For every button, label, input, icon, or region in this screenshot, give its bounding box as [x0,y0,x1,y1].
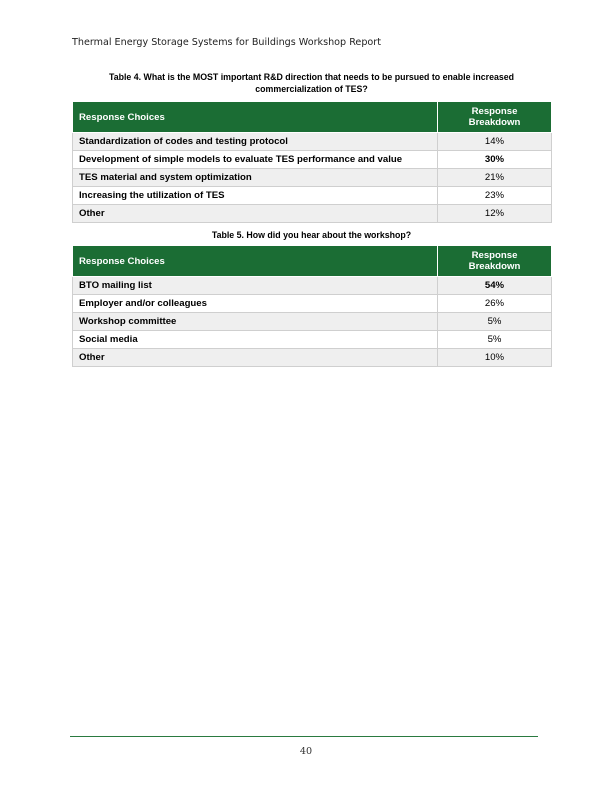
table5-col-breakdown-line1: Response [471,249,518,261]
table5 [72,245,552,367]
response-breakdown: 54% [438,277,552,295]
response-breakdown: 5% [438,313,552,331]
response-breakdown: 14% [438,133,552,151]
table4-col-choice: Response Choices [73,102,438,133]
response-breakdown: 12% [438,205,552,223]
response-choice: Other [73,349,438,367]
response-breakdown: 21% [438,169,552,187]
table5-header-row [73,246,552,277]
response-choice: Workshop committee [73,313,438,331]
table4-header-row [73,102,552,133]
running-header: Thermal Energy Storage Systems for Buildings Workshop Report [72,37,381,48]
table-row [73,295,552,313]
table4-col-breakdown [438,102,552,133]
response-breakdown: 30% [438,151,552,169]
response-choice: Employer and/or colleagues [73,295,438,313]
response-breakdown: 23% [438,187,552,205]
table-row [73,313,552,331]
table4 [72,101,552,223]
table4-caption-line2: commercialization of TES? [255,83,368,94]
response-choice: Other [73,205,438,223]
response-choice: Development of simple models to evaluate TES performance and value [73,151,438,169]
table4-col-breakdown-line1: Response [471,105,518,117]
table-row [73,277,552,295]
table5-caption: Table 5. How did you hear about the workshop? [211,230,412,240]
table-row [73,169,552,187]
table-row [73,205,552,223]
table-row [73,151,552,169]
response-breakdown: 5% [438,331,552,349]
response-choice: BTO mailing list [73,277,438,295]
table-row [73,331,552,349]
footer-rule [70,736,538,737]
response-choice: Social media [73,331,438,349]
table4-col-breakdown-line2: Breakdown [468,117,521,128]
page-number: 40 [299,746,313,757]
table-row [73,187,552,205]
response-choice: Standardization of codes and testing protocol [73,133,438,151]
table-row [73,133,552,151]
response-choice: TES material and system optimization [73,169,438,187]
table5-col-breakdown-line2: Breakdown [468,261,521,272]
table4-caption [72,72,551,95]
response-breakdown: 26% [438,295,552,313]
response-choice: Increasing the utilization of TES [73,187,438,205]
response-breakdown: 10% [438,349,552,367]
table5-col-breakdown [438,246,552,277]
table5-col-choice: Response Choices [73,246,438,277]
table-row [73,349,552,367]
table4-caption-line1: Table 4. What is the MOST important R&D direction that needs to be pursued to enable increased [108,72,515,82]
